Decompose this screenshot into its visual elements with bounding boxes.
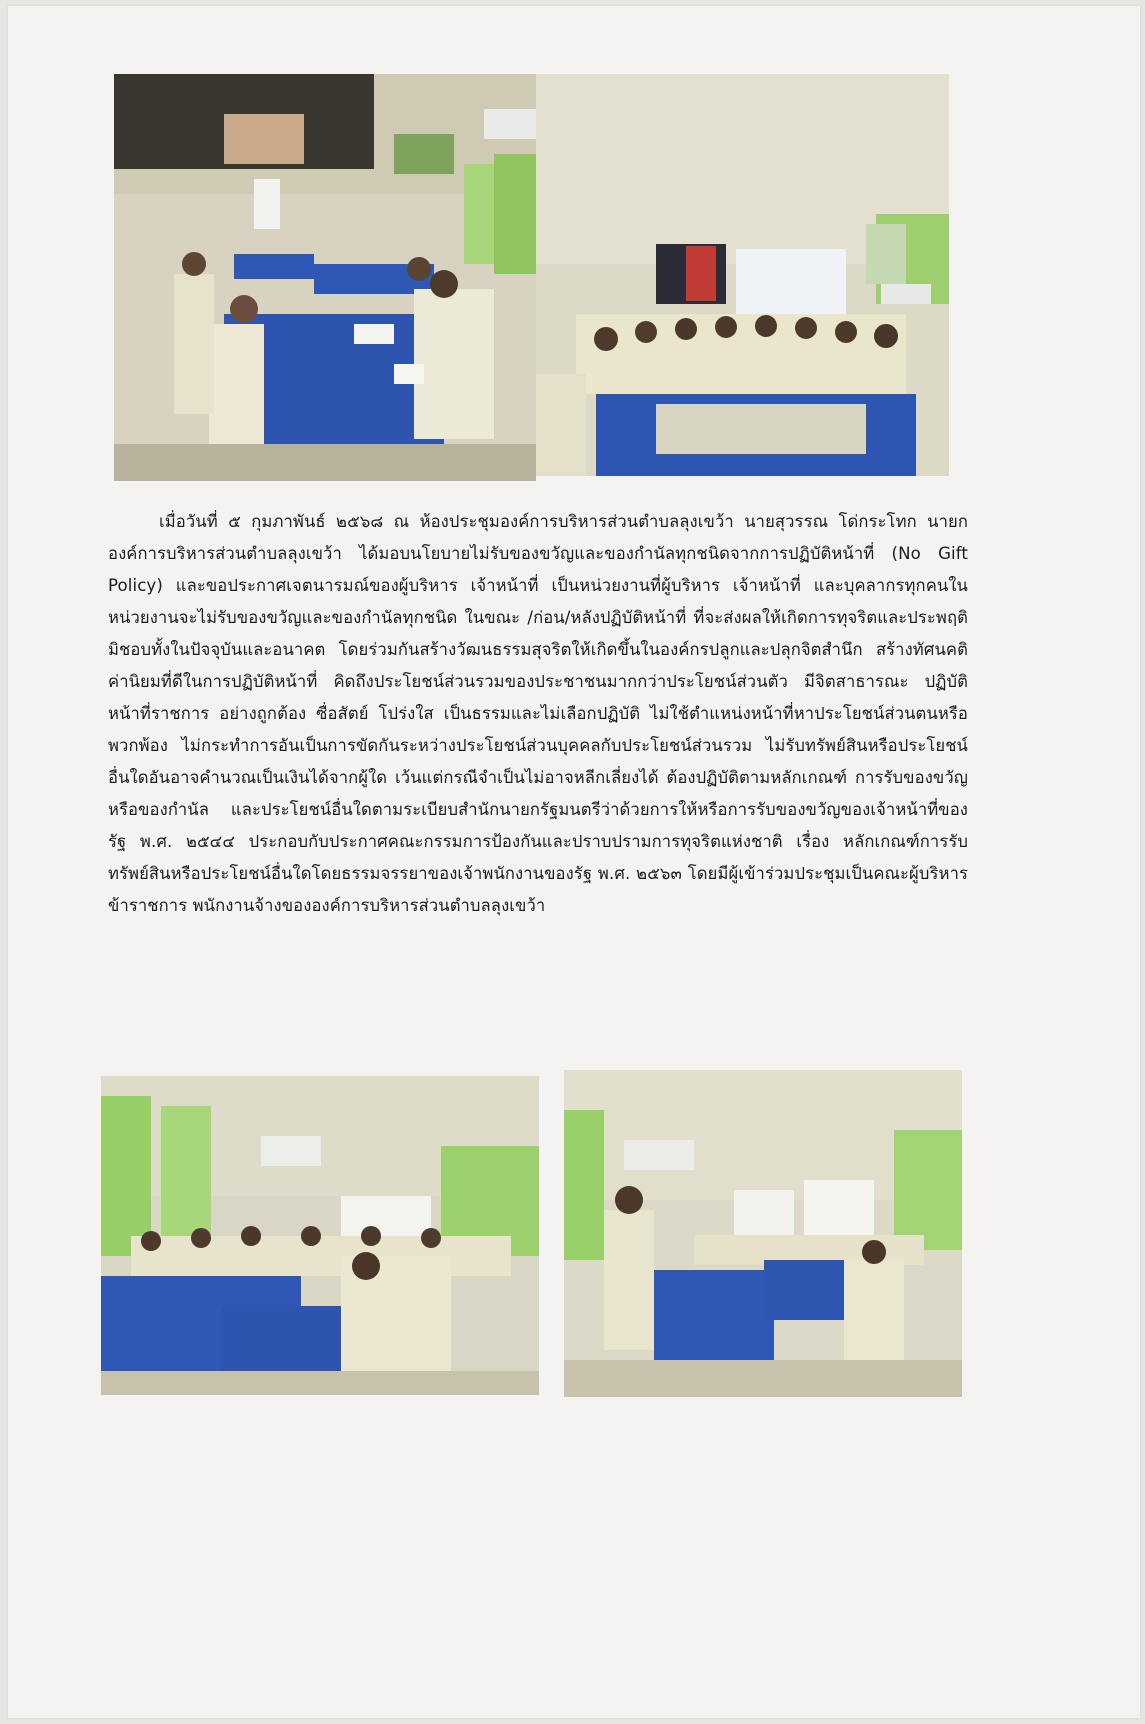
meeting-photo-2 [536, 74, 949, 476]
article-body [108, 506, 968, 922]
meeting-photo-3 [101, 1076, 539, 1395]
document-page [8, 6, 1140, 1718]
article-paragraph: เมื่อวันที่ ๕ กุมภาพันธ์ ๒๕๖๘ ณ ห้องประชุมองค์การบริหารส่วนตำบลลุงเขว้า นายสุวรรณ โด่กระโทก นายกองค์การบริหารส่วนตำบลลุงเขว้า ได้มอบนโยบายไม่รับของขวัญและของกำนัลทุกชนิดจากการปฏิบัติหน้าที่ (No Gift Policy) และขอประกาศเจตนารมณ์ของผู้บริหาร เจ้าหน้าที่ เป็นหน่วยงานที่ผู้บริหาร เจ้าหน้าที่ และบุคลากรทุกคนในหน่วยงานจะไม่รับของขวัญและของกำนัลทุกชนิด ในขณะ /ก่อน/หลังปฏิบัติหน้าที่ ที่จะส่งผลให้เกิดการทุจริตและประพฤติมิชอบทั้งในปัจจุบันและอนาคต โดยร่วมกันสร้างวัฒนธรรมสุจริตให้เกิดขึ้นในองค์กรปลูกและปลุกจิตสำนึก สร้างทัศนคติ ค่านิยมที่ดีในการปฏิบัติหน้าที่ คิดถึงประโยชน์ส่วนรวมของประชาชนมากกว่าประโยชน์ส่วนตัว มีจิตสาธารณะ ปฏิบัติหน้าที่ราชการ อย่างถูกต้อง ซื่อสัตย์ โปร่งใส เป็นธรรมและไม่เลือกปฏิบัติ ไม่ใช้ตำแหน่งหน้าที่หาประโยชน์ส่วนตนหรือพวกพ้อง ไม่กระทำการอันเป็นการขัดกันระหว่างประโยชน์ส่วนบุคคลกับประโยชน์ส่วนรวม ไม่รับทรัพย์สินหรือประโยชน์อื่นใดอันอาจคำนวณเป็นเงินได้จากผู้ใด เว้นแต่กรณีจำเป็นไม่อาจหลีกเลี่ยงได้ ต้องปฏิบัติตามหลักเกณฑ์ การรับของขวัญหรือของกำนัล และประโยชน์อื่นใดตามระเบียบสำนักนายกรัฐมนตรีว่าด้วยการให้หรือการรับของขวัญของเจ้าหน้าที่ของรัฐ พ.ศ. ๒๕๔๔ ประกอบกับประกาศคณะกรรมการป้องกันและปราบปรามการทุจริตแห่งชาติ เรื่อง หลักเกณฑ์การรับทรัพย์สินหรือประโยชน์อื่นใดโดยธรรมจรรยาของเจ้าพนักงานของรัฐ พ.ศ. ๒๕๖๓ โดยมีผู้เข้าร่วมประชุมเป็นคณะผู้บริหาร ข้าราชการ พนักงานจ้างขององค์การบริหารส่วนตำบลลุงเขว้า [108, 512, 968, 915]
meeting-photo-4 [564, 1070, 962, 1397]
meeting-photo-1 [114, 74, 536, 481]
